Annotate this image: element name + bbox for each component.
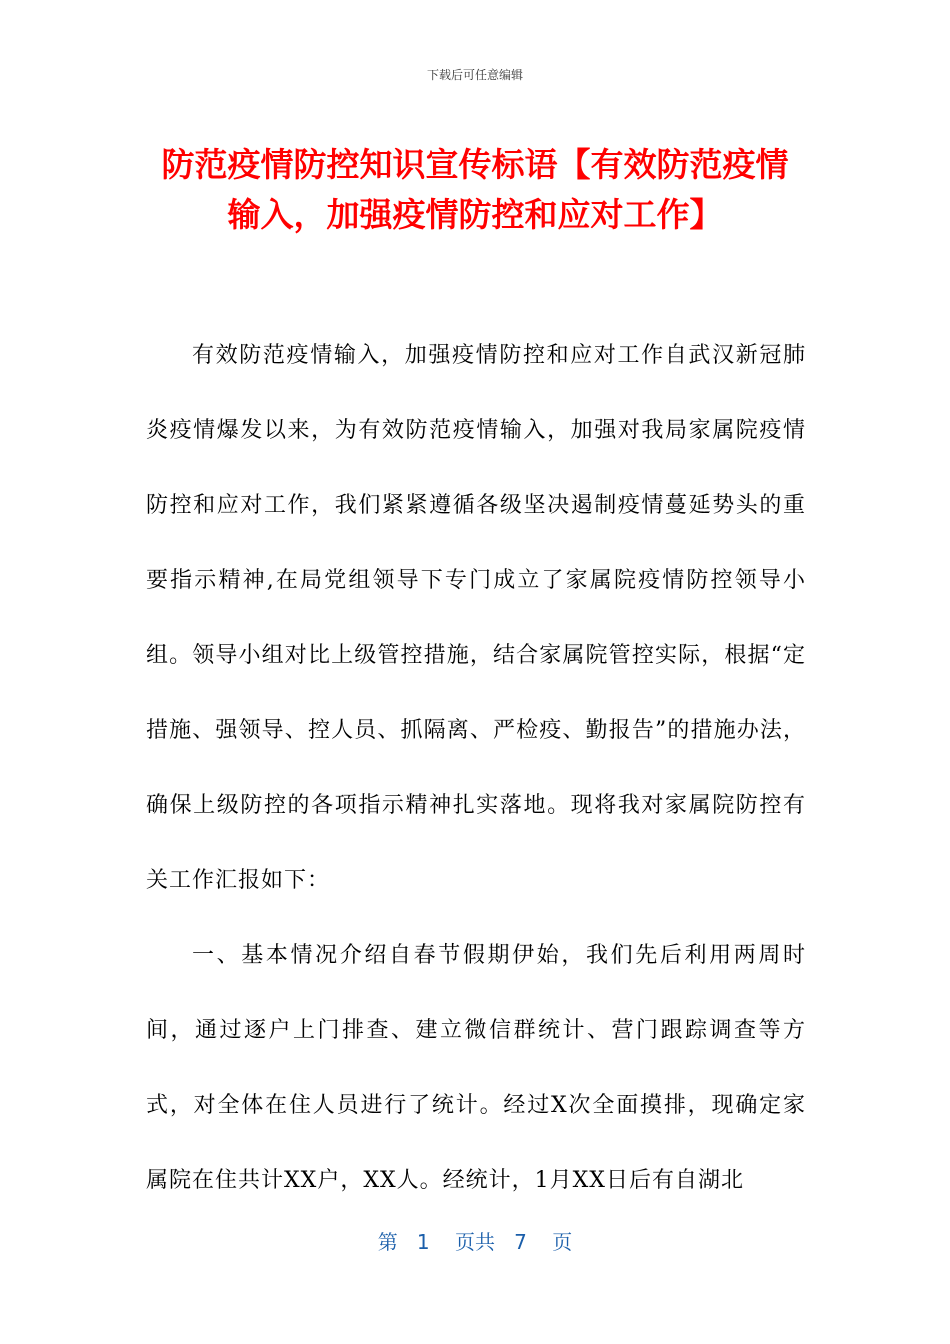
footer-suffix: 页	[552, 1230, 573, 1254]
title-line-2: 输入，加强疫情防控和应对工作】	[227, 195, 723, 234]
footer-total-pages: 7	[514, 1230, 527, 1254]
header-note: 下载后可任意编辑	[426, 68, 523, 82]
footer-mid: 页共	[455, 1230, 495, 1254]
paragraph-2: 一、基本情况介绍自春节假期伊始，我们先后利用两周时间，通过逐户上门排查、建立微信群统计、营门跟踪调查等方式，对全体在住人员进行了统计。经过X次全面摸排，现确定家属院在住共计XX户，XX人。经统计，1月XX日后有自湖北	[146, 943, 806, 1193]
document-title	[140, 140, 810, 240]
title-line-1: 防范疫情防控知识宣传标语【有效防范疫情	[161, 145, 789, 184]
footer-prefix: 第	[377, 1230, 398, 1254]
document-body	[146, 318, 806, 1218]
page-footer	[0, 1226, 950, 1255]
footer-current-page: 1	[416, 1230, 430, 1254]
paragraph-1: 有效防范疫情输入，加强疫情防控和应对工作自武汉新冠肺炎疫情爆发以来，为有效防范疫情输入，加强对我局家属院疫情防控和应对工作，我们紧紧遵循各级坚决遏制疫情蔓延势头的重要指示精神,在局党组领导下专门成立了家属院疫情防控领导小组。领导小组对比上级管控措施，结合家属院管控实际，根据“定措施、强领导、控人员、抓隔离、严检疫、勤报告”的措施办法，确保上级防控的各项指示精神扎实落地。现将我对家属院防控有关工作汇报如下：	[146, 343, 806, 893]
